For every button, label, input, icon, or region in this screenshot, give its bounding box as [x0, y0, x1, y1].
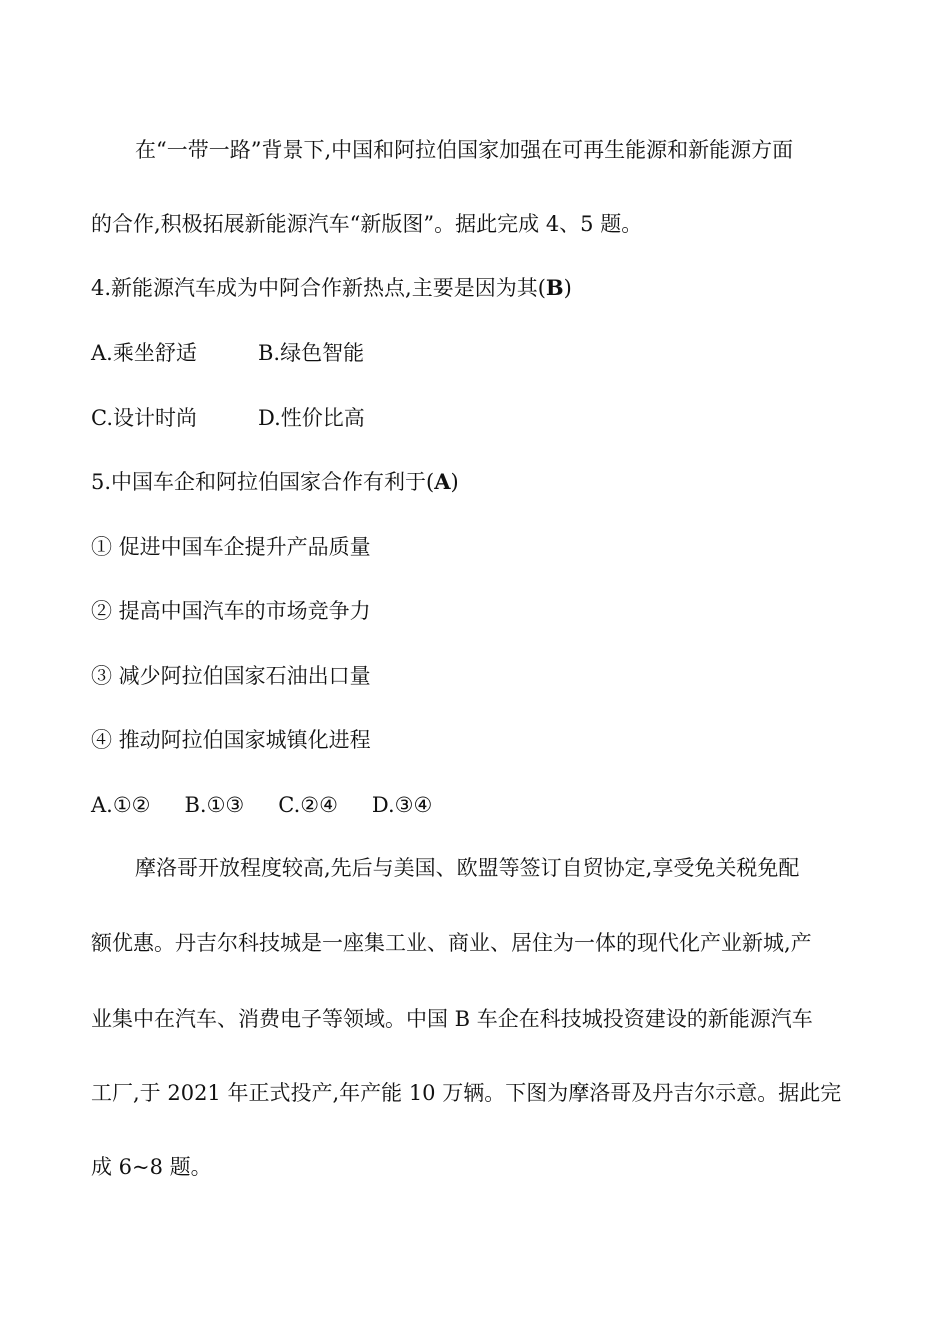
passage2-line1: 摩洛哥开放程度较高,先后与美国、欧盟等签订自贸协定,享受免关税免配	[135, 856, 800, 880]
passage1-line1: 在“一带一路”背景下,中国和阿拉伯国家加强在可再生能源和新能源方面	[135, 138, 794, 162]
question-5-statement-1: ① 促进中国车企提升产品质量	[91, 535, 371, 559]
question-5-statement-4: ④ 推动阿拉伯国家城镇化进程	[91, 728, 371, 752]
question-5-options	[91, 790, 432, 820]
question-5-option-b: B.①③	[184, 793, 245, 817]
passage2-line4: 工厂,于 2021 年正式投产,年产能 10 万辆。下图为摩洛哥及丹吉尔示意。据此完	[91, 1081, 842, 1105]
passage2-line2: 额优惠。丹吉尔科技城是一座集工业、商业、居住为一体的现代化产业新城,产	[91, 931, 812, 955]
question-5-statement-2: ② 提高中国汽车的市场竞争力	[91, 599, 371, 623]
question-4-option-a: A.乘坐舒适	[91, 341, 197, 365]
question-5-option-a: A.①②	[91, 793, 151, 817]
question-4-stem	[91, 273, 572, 303]
question-4-text: 4.新能源汽车成为中阿合作新热点,主要是因为其(	[91, 276, 546, 300]
question-4-option-d: D.性价比高	[258, 406, 365, 430]
question-5-text: 5.中国车企和阿拉伯国家合作有利于(	[91, 470, 435, 494]
passage2-line5: 成 6~8 题。	[91, 1155, 212, 1179]
question-4-close: )	[563, 276, 572, 300]
question-5-statement-3: ③ 减少阿拉伯国家石油出口量	[91, 664, 371, 688]
passage2-line3: 业集中在汽车、消费电子等领域。中国 B 车企在科技城投资建设的新能源汽车	[91, 1007, 813, 1031]
question-5-option-d: D.③④	[371, 793, 433, 817]
question-4-answer: B	[545, 275, 564, 300]
question-5-stem	[91, 467, 459, 497]
question-4-option-c: C.设计时尚	[91, 406, 197, 430]
question-5-option-c: C.②④	[278, 793, 338, 817]
question-4-option-b: B.绿色智能	[258, 341, 365, 365]
question-5-close: )	[450, 470, 459, 494]
passage1-line2: 的合作,积极拓展新能源汽车“新版图”。据此完成 4、5 题。	[91, 212, 643, 236]
question-5-answer: A	[434, 469, 451, 494]
